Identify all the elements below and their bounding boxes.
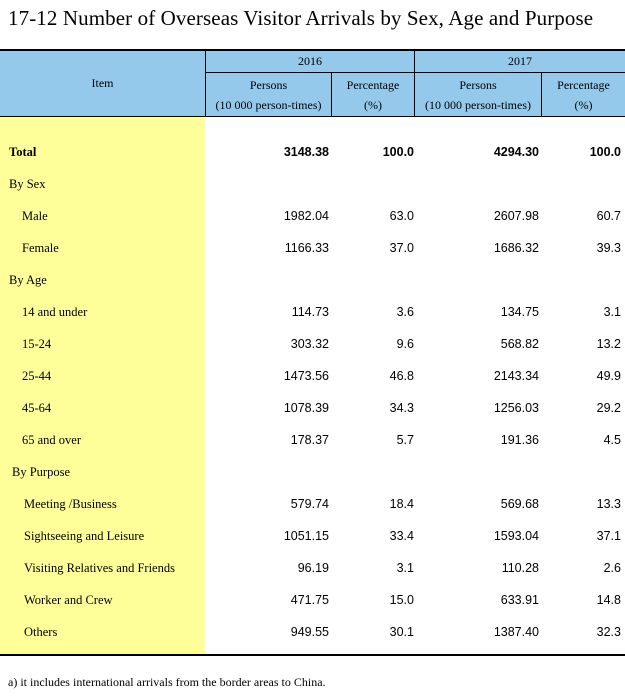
percentage-2017-cell: 3.1 <box>603 305 621 319</box>
persons-2017-cell: 2607.98 <box>493 209 539 223</box>
page-title: 17-12 Number of Overseas Visitor Arrivals by Sex, Age and Purpose <box>8 6 594 30</box>
row-label: By Age <box>9 273 47 287</box>
persons-unit: (10 000 person-times) <box>215 98 322 112</box>
persons-2017-cell: 1387.40 <box>493 625 539 639</box>
persons-2017-cell: 110.28 <box>501 561 539 575</box>
row-label: Total <box>9 145 37 159</box>
table-row <box>0 584 625 616</box>
persons-2017-cell: 1256.03 <box>493 401 539 415</box>
table-row <box>0 264 625 296</box>
table-row <box>0 232 625 264</box>
percentage-2017-cell: 60.7 <box>596 209 621 223</box>
persons-2017-cell: 633.91 <box>500 593 539 607</box>
persons-2016-cell: 3148.38 <box>283 145 329 159</box>
percentage-unit: (%) <box>574 98 593 112</box>
persons-2016-cell: 303.32 <box>290 337 329 351</box>
table-row <box>0 360 625 392</box>
table-row <box>0 328 625 360</box>
persons-2016-cell: 178.37 <box>290 433 329 447</box>
percentage-2016-cell: 33.4 <box>389 529 414 543</box>
persons-2017-cell: 1686.32 <box>493 241 539 255</box>
table-row <box>0 136 625 168</box>
row-label: 45-64 <box>22 401 52 415</box>
row-label: Sightseeing and Leisure <box>24 529 145 543</box>
percentage-2016-cell: 9.6 <box>396 337 414 351</box>
persons-2016-cell: 1051.15 <box>283 529 329 543</box>
percentage-2016-header <box>332 73 414 116</box>
percentage-2016-cell: 34.3 <box>389 401 414 415</box>
percentage-2017-cell: 32.3 <box>596 625 621 639</box>
percentage-2017-cell: 4.5 <box>603 433 621 447</box>
persons-2017-cell: 191.36 <box>500 433 539 447</box>
percentage-2016-cell: 3.1 <box>396 561 414 575</box>
table-row <box>0 552 625 584</box>
percentage-label: Percentage <box>346 78 400 92</box>
row-label: Female <box>22 241 59 255</box>
table-row <box>0 200 625 232</box>
row-label: By Purpose <box>12 465 70 479</box>
percentage-2016-cell: 46.8 <box>389 369 414 383</box>
header-divider <box>541 72 542 116</box>
percentage-2016-cell: 15.0 <box>389 593 414 607</box>
table-row <box>0 520 625 552</box>
percentage-2016-cell: 100.0 <box>382 145 414 159</box>
year-2016-header: 2016 <box>206 51 414 72</box>
item-column-header: Item <box>0 51 205 116</box>
persons-2017-cell: 4294.30 <box>493 145 539 159</box>
row-label: Others <box>24 625 58 639</box>
row-label: Meeting /Business <box>24 497 117 511</box>
persons-2017-cell: 134.75 <box>500 305 539 319</box>
percentage-label: Percentage <box>557 78 610 92</box>
year-2017-header: 2017 <box>415 51 625 72</box>
percentage-2017-cell: 14.8 <box>596 593 621 607</box>
persons-2016-cell: 471.75 <box>290 593 329 607</box>
percentage-2017-cell: 39.3 <box>596 241 621 255</box>
percentage-2017-header <box>542 73 625 116</box>
percentage-2017-cell: 100.0 <box>589 145 621 159</box>
persons-2017-header <box>415 73 541 116</box>
percentage-unit: (%) <box>364 98 382 112</box>
table-bottom-rule <box>0 654 625 656</box>
row-label: 15-24 <box>22 337 52 351</box>
table-row <box>0 456 625 488</box>
percentage-2017-cell: 37.1 <box>596 529 621 543</box>
table-row <box>0 488 625 520</box>
table-row <box>0 168 625 200</box>
persons-label: Persons <box>459 78 497 92</box>
percentage-2017-cell: 13.3 <box>596 497 621 511</box>
percentage-2017-cell: 29.2 <box>596 401 621 415</box>
header-divider <box>414 51 415 116</box>
table-row <box>0 296 625 328</box>
persons-2016-cell: 1982.04 <box>283 209 329 223</box>
persons-2017-cell: 568.82 <box>500 337 539 351</box>
percentage-2016-cell: 3.6 <box>396 305 414 319</box>
persons-2016-cell: 114.73 <box>291 305 329 319</box>
persons-2017-cell: 1593.04 <box>493 529 539 543</box>
percentage-2017-cell: 2.6 <box>603 561 621 575</box>
persons-2016-cell: 1473.56 <box>283 369 329 383</box>
persons-2016-header <box>206 73 331 116</box>
header-divider <box>331 72 332 116</box>
header-divider <box>205 51 206 116</box>
percentage-2017-cell: 49.9 <box>596 369 621 383</box>
persons-2016-cell: 579.74 <box>290 497 329 511</box>
row-label: Visiting Relatives and Friends <box>24 561 175 575</box>
table-row <box>0 392 625 424</box>
persons-label: Persons <box>249 78 288 92</box>
persons-2017-cell: 2143.34 <box>493 369 539 383</box>
percentage-2016-cell: 30.1 <box>389 625 414 639</box>
percentage-2016-cell: 5.7 <box>396 433 414 447</box>
row-label: 14 and under <box>22 305 88 319</box>
header-divider <box>205 72 625 73</box>
percentage-2017-cell: 13.2 <box>596 337 621 351</box>
persons-unit: (10 000 person-times) <box>425 98 531 112</box>
persons-2016-cell: 96.19 <box>297 561 329 575</box>
persons-2016-cell: 1078.39 <box>283 401 329 415</box>
table-row <box>0 424 625 456</box>
percentage-2016-cell: 37.0 <box>389 241 414 255</box>
row-label: By Sex <box>9 177 46 191</box>
persons-2016-cell: 1166.33 <box>284 241 329 255</box>
footnote: a) it includes international arrivals from the border areas to China. <box>8 675 326 689</box>
percentage-2016-cell: 63.0 <box>389 209 414 223</box>
persons-2016-cell: 949.55 <box>290 625 329 639</box>
persons-2017-cell: 569.68 <box>500 497 539 511</box>
row-label: Worker and Crew <box>24 593 113 607</box>
percentage-2016-cell: 18.4 <box>389 497 414 511</box>
row-label: 25-44 <box>22 369 52 383</box>
table-row <box>0 616 625 648</box>
row-label: Male <box>22 209 48 223</box>
row-label: 65 and over <box>22 433 82 447</box>
